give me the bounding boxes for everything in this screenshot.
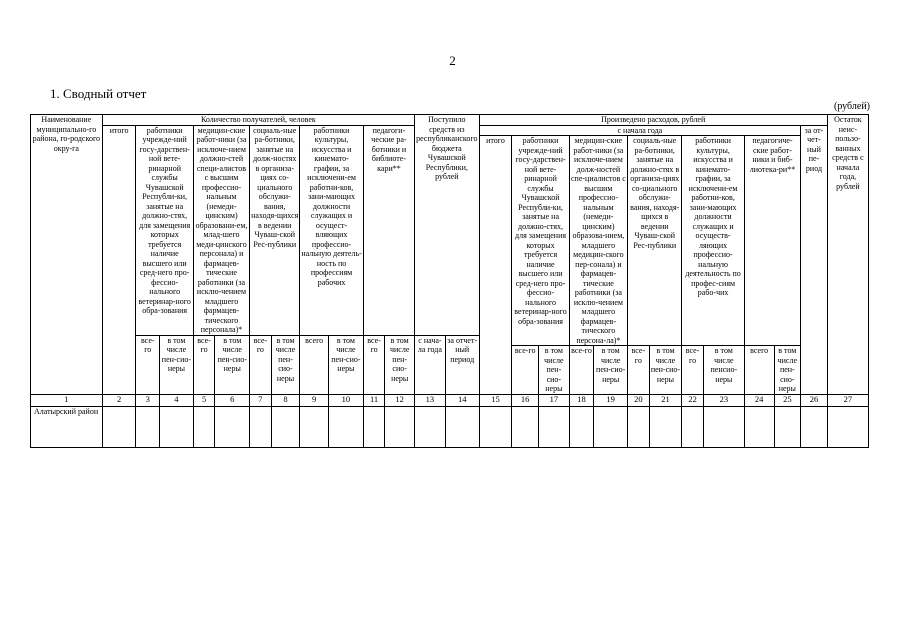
header-recipients-culture: работники культуры, искусства и кинемато-графии, за исключени-ем работни-ков, зани-мающих должности служащих и осущест-вляющих профессио-нальную деятель-ность по профессиям рабочих bbox=[300, 125, 363, 335]
table-cell bbox=[415, 406, 446, 447]
column-number: 15 bbox=[479, 394, 512, 406]
table-cell bbox=[160, 406, 194, 447]
column-number: 2 bbox=[102, 394, 136, 406]
sub-pensioners: в том числе пен-сио-неры bbox=[160, 335, 194, 394]
table-cell bbox=[594, 406, 628, 447]
sub-pensioners: в том числе пенсио-неры bbox=[703, 346, 744, 395]
header-expenses-culture: работники культуры, искусства и кинемато-графии, за исключени-ем работни-ков, зани-мающих должности служащих и осуществ-ляющих профессио-нальную деятельность по профес-сиям рабо-чих bbox=[682, 136, 744, 346]
sub-all: все-го bbox=[512, 346, 539, 395]
column-number: 16 bbox=[512, 394, 539, 406]
table-cell bbox=[744, 406, 774, 447]
table-cell bbox=[774, 406, 801, 447]
table-cell bbox=[102, 406, 136, 447]
column-number: 19 bbox=[594, 394, 628, 406]
column-number: 22 bbox=[682, 394, 704, 406]
sub-all: все-го bbox=[193, 335, 215, 394]
sub-received-since-start: с нача-ла года bbox=[415, 335, 446, 394]
header-expenses: Произведено расходов, рублей bbox=[479, 115, 827, 126]
column-number: 4 bbox=[160, 394, 194, 406]
column-number: 24 bbox=[744, 394, 774, 406]
column-number: 20 bbox=[628, 394, 650, 406]
column-number: 14 bbox=[445, 394, 479, 406]
table-cell bbox=[136, 406, 160, 447]
column-number: 8 bbox=[271, 394, 300, 406]
table-cell bbox=[300, 406, 329, 447]
sub-pensioners: в том числе пен-сио-неры bbox=[649, 346, 682, 395]
sub-all: все-го bbox=[250, 335, 272, 394]
column-number: 13 bbox=[415, 394, 446, 406]
header-expenses-period: за от-чет-ный пе-риод bbox=[801, 125, 828, 394]
table-cell bbox=[703, 406, 744, 447]
column-number: 11 bbox=[363, 394, 385, 406]
table-cell bbox=[538, 406, 569, 447]
column-number: 1 bbox=[31, 394, 103, 406]
header-recipients-ped: педагоги-ческие ра-ботники и библиоте-кари** bbox=[363, 125, 414, 335]
column-number: 6 bbox=[215, 394, 250, 406]
table-cell bbox=[363, 406, 385, 447]
column-number: 18 bbox=[569, 394, 594, 406]
table-cell bbox=[328, 406, 363, 447]
sub-all: все-го bbox=[136, 335, 160, 394]
column-number: 25 bbox=[774, 394, 801, 406]
sub-pensioners: в том числе пен-сио-неры bbox=[271, 335, 300, 394]
page-number: 2 bbox=[449, 53, 456, 68]
sub-all: все-го bbox=[682, 346, 704, 395]
header-recipients-med: медицин-ские работ-ники (за исключе-нием должно-стей специ-алистов с высшим профессио-нальным (немеди-цинским) образовани-ем, млад-шего меди-цинского персонала) и фармацев-тические работники (за исклю-чением младшего фармацев-тического персонала)* bbox=[193, 125, 249, 335]
sub-pensioners: в том числе пен-сио-неры bbox=[215, 335, 250, 394]
column-number: 12 bbox=[385, 394, 415, 406]
column-number: 23 bbox=[703, 394, 744, 406]
header-municipality: Наименование муниципально-го района, го-родского окру-га bbox=[31, 115, 103, 395]
table-cell bbox=[385, 406, 415, 447]
table-cell bbox=[801, 406, 828, 447]
table-cell bbox=[215, 406, 250, 447]
sub-pensioners: в том числе пен-сио-неры bbox=[328, 335, 363, 394]
header-expenses-total: итого bbox=[479, 136, 512, 395]
table-cell bbox=[512, 406, 539, 447]
table-cell bbox=[193, 406, 215, 447]
header-row-1 bbox=[31, 115, 869, 126]
header-recipients-count: Количество получателей, человек bbox=[102, 115, 414, 126]
column-numbers-row bbox=[31, 394, 869, 406]
table-row bbox=[31, 406, 869, 447]
column-number: 3 bbox=[136, 394, 160, 406]
column-number: 5 bbox=[193, 394, 215, 406]
table-cell bbox=[569, 406, 594, 447]
sub-pensioners: в том числе пен-сио-неры bbox=[538, 346, 569, 395]
sub-all: все-го bbox=[569, 346, 594, 395]
table-cell bbox=[827, 406, 868, 447]
sub-received-period: за отчет-ный период bbox=[445, 335, 479, 394]
column-number: 10 bbox=[328, 394, 363, 406]
sub-all: всего bbox=[300, 335, 329, 394]
column-number: 21 bbox=[649, 394, 682, 406]
column-number: 17 bbox=[538, 394, 569, 406]
report-title: 1. Сводный отчет bbox=[50, 86, 147, 101]
sub-pensioners: в том числе пен-сио-неры bbox=[385, 335, 415, 394]
sub-all: все-го bbox=[363, 335, 385, 394]
column-number: 26 bbox=[801, 394, 828, 406]
header-expenses-since-start: с начала года bbox=[479, 125, 801, 136]
header-funds-received: Поступило средств из республиканского бюджета Чувашской Республики, рублей bbox=[415, 115, 480, 336]
header-recipients-soc: социаль-ные ра-ботники, занятые на долж-ностях в организа-циях со-циального обслужи-вания, находя-щихся в ведении Чуваш-ской Рес-публики bbox=[250, 125, 300, 335]
table-cell bbox=[628, 406, 650, 447]
table-cell bbox=[271, 406, 300, 447]
table-cell bbox=[682, 406, 704, 447]
header-balance: Остаток неис-пользо-ванных средств с начала года, рублей bbox=[827, 115, 868, 395]
table-cell bbox=[445, 406, 479, 447]
header-recipients-vet: работники учрежде-ний госу-дарствен-ной вете-ринарной службы Чувашской Республи-ки, занятые на должно-стях, для замещения которых требуется наличие высшего или сред-него про-фессио-нального ветеринар-ного обра-зования bbox=[136, 125, 193, 335]
column-number: 7 bbox=[250, 394, 272, 406]
table-cell bbox=[649, 406, 682, 447]
header-recipients-total: итого bbox=[102, 125, 136, 394]
header-expenses-ped: педагогиче-ские работ-ники и биб-лиотека-ри** bbox=[744, 136, 800, 346]
summary-report-table bbox=[30, 114, 869, 448]
table-cell bbox=[479, 406, 512, 447]
municipality-name: Алатырский район bbox=[31, 406, 103, 447]
table-cell bbox=[250, 406, 272, 447]
column-number: 27 bbox=[827, 394, 868, 406]
header-expenses-vet: работники учрежде-ний госу-дарствен-ной вете-ринарной службы Чувашской Республи-ки, занятые на должно-стях, для замещения которых требуется наличие высшего или сред-него про-фессио-нального ветеринар-ного обра-зования bbox=[512, 136, 569, 346]
sub-pensioners: в том числе пен-сио-неры bbox=[774, 346, 801, 395]
column-number: 9 bbox=[300, 394, 329, 406]
sub-pensioners: в том числе пен-сио-неры bbox=[594, 346, 628, 395]
units-label: (рублей) bbox=[833, 101, 870, 112]
sub-all: всего bbox=[744, 346, 774, 395]
header-expenses-med: медицин-ские работ-ники (за исключе-нием долж-ностей спе-циалистов с высшим профессио-нальным (немеди-цинским) образова-нием, младшего медицин-ского пер-сонала) и фармацев-тические работники (за исклю-чением младшего фармацев-тического персона-ла)* bbox=[571, 136, 626, 345]
header-expenses-soc: социаль-ные ра-ботники, занятые на должно-стях в организа-циях со-циального обслужи-вания, находя-щихся в ведении Чуваш-ской Рес-публики bbox=[628, 136, 682, 346]
sub-all: все-го bbox=[628, 346, 650, 395]
